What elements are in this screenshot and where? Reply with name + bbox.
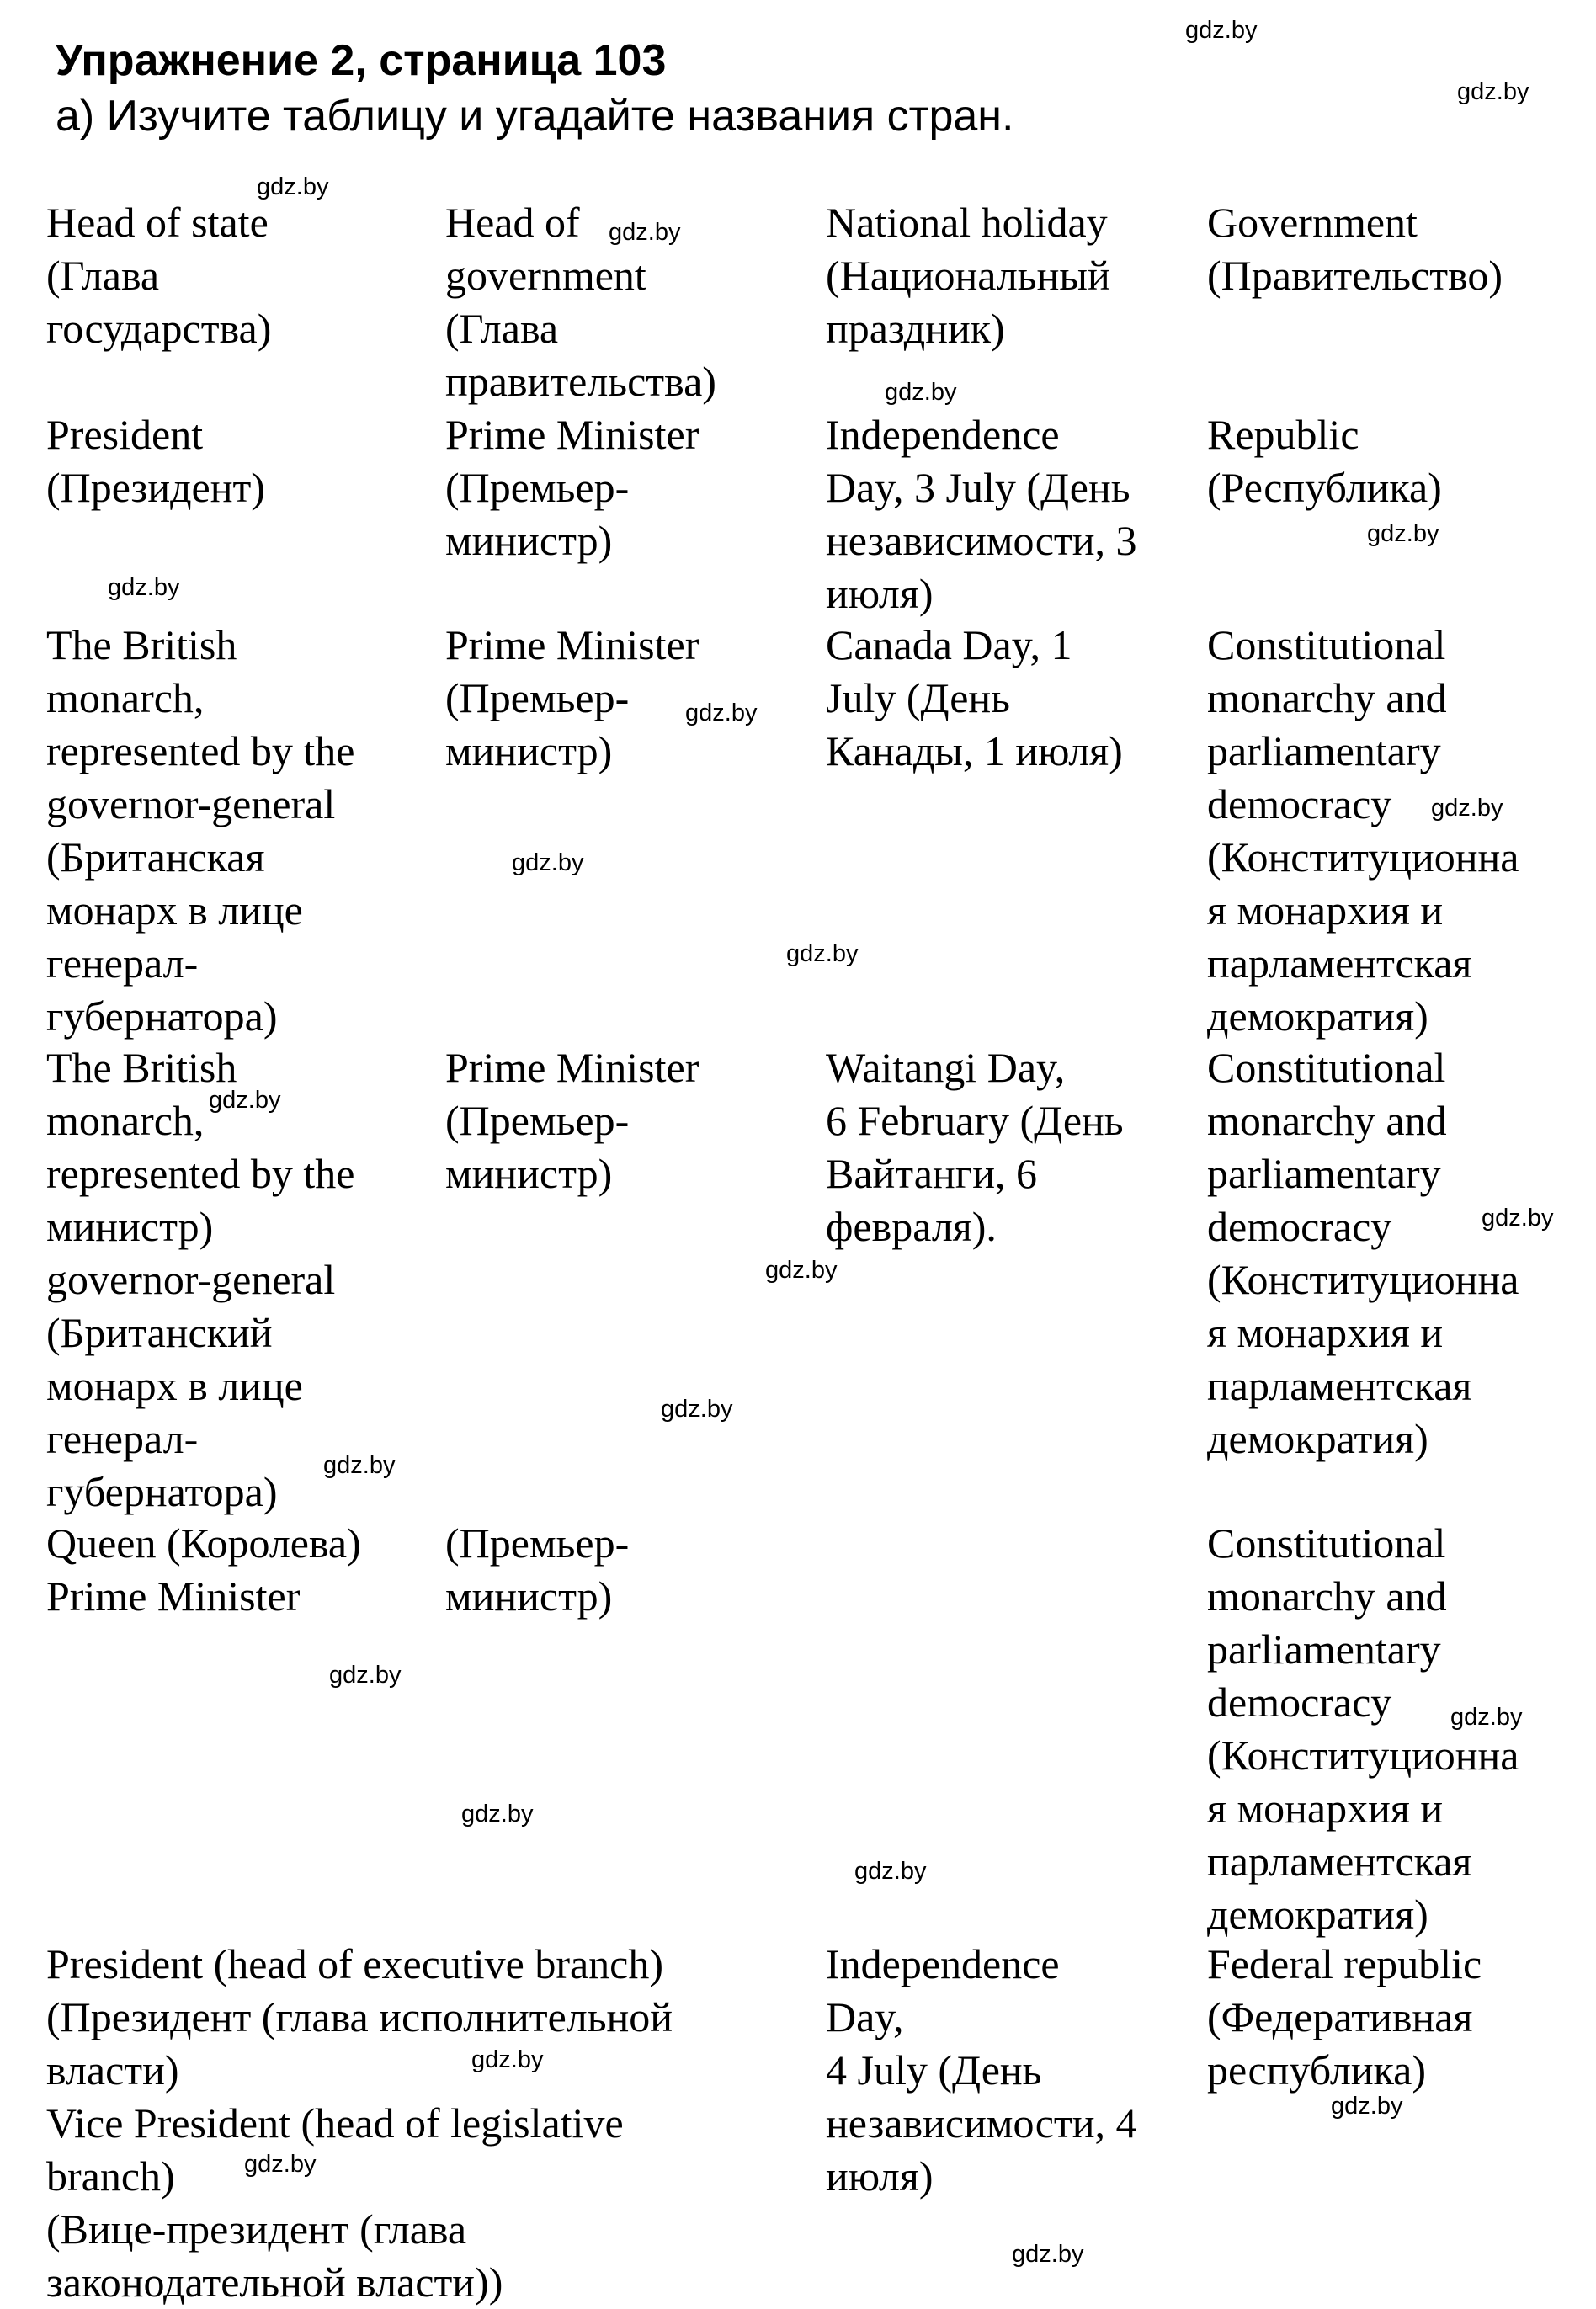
watermark: gdz.by bbox=[209, 1087, 281, 1114]
watermark: gdz.by bbox=[685, 700, 758, 726]
watermark: gdz.by bbox=[512, 849, 584, 876]
watermark: gdz.by bbox=[1482, 1205, 1554, 1232]
row3-national-holiday: Waitangi Day, 6 February (День Вайтанги, 6 февраля). bbox=[826, 1044, 1124, 1250]
watermark: gdz.by bbox=[1012, 2241, 1084, 2268]
row1-government: Republic (Республика) bbox=[1207, 411, 1442, 511]
row4-government: Constitutional monarchy and parliamentary democracy (Конституционна я монархия и парламентская демократия) bbox=[1207, 1519, 1519, 1938]
row4-head-of-state: Queen (Королева) Prime Minister bbox=[46, 1519, 361, 1620]
header-head-of-state: Head of state (Глава государства) bbox=[46, 199, 272, 352]
watermark: gdz.by bbox=[471, 2046, 544, 2073]
header-government: Government (Правительство) bbox=[1207, 199, 1503, 299]
row3-head-of-government: Prime Minister (Премьер- министр) bbox=[445, 1044, 700, 1197]
row1-head-of-government: Prime Minister (Премьер- министр) bbox=[445, 411, 700, 564]
watermark: gdz.by bbox=[1457, 78, 1530, 105]
watermark: gdz.by bbox=[786, 940, 859, 967]
watermark: gdz.by bbox=[329, 1662, 402, 1689]
watermark: gdz.by bbox=[1331, 2093, 1403, 2120]
watermark: gdz.by bbox=[854, 1858, 927, 1885]
row2-head-of-government: Prime Minister (Премьер- министр) bbox=[445, 621, 700, 774]
watermark: gdz.by bbox=[461, 1801, 534, 1828]
watermark: gdz.by bbox=[1450, 1704, 1523, 1731]
row1-national-holiday: Independence Day, 3 July (День независимости, 3 июля) bbox=[826, 411, 1137, 617]
exercise-title: Упражнение 2, страница 103 bbox=[56, 36, 667, 85]
row3-government: Constitutional monarchy and parliamentary democracy (Конституционна я монархия и парламентская демократия) bbox=[1207, 1044, 1519, 1462]
watermark: gdz.by bbox=[257, 173, 329, 200]
exercise-instruction: а) Изучите таблицу и угадайте названия стран. bbox=[56, 92, 1014, 141]
watermark: gdz.by bbox=[661, 1396, 733, 1423]
watermark: gdz.by bbox=[765, 1257, 838, 1284]
row2-head-of-state: The British monarch, represented by the governor-general (Британская монарх в лице генерал- губернатора) bbox=[46, 621, 355, 1040]
row4-head-of-government: (Премьер- министр) bbox=[445, 1519, 630, 1620]
watermark: gdz.by bbox=[323, 1452, 396, 1479]
row2-national-holiday: Canada Day, 1 July (День Канады, 1 июля) bbox=[826, 621, 1123, 774]
row5-head-of-state: President (head of executive branch) (Президент (глава исполнительной власти) Vice President (head of legislative branch) (Вице-президент (глава законодательной власти)) bbox=[46, 1940, 673, 2306]
watermark: gdz.by bbox=[609, 219, 681, 246]
watermark: gdz.by bbox=[1185, 17, 1258, 44]
row5-government: Federal republic (Федеративная республика) bbox=[1207, 1940, 1482, 2094]
row2-government: Constitutional monarchy and parliamentary democracy (Конституционна я монархия и парламентская демократия) bbox=[1207, 621, 1519, 1040]
row1-head-of-state: President (Президент) bbox=[46, 411, 265, 511]
header-national-holiday: National holiday (Национальный праздник) bbox=[826, 199, 1110, 352]
watermark: gdz.by bbox=[108, 574, 180, 601]
row5-national-holiday: Independence Day, 4 July (День независимости, 4 июля) bbox=[826, 1940, 1137, 2200]
watermark: gdz.by bbox=[885, 379, 957, 406]
header-head-of-government: Head of government (Глава правительства) bbox=[445, 199, 716, 405]
watermark: gdz.by bbox=[244, 2151, 317, 2178]
row3-head-of-state: The British monarch, represented by the министр) governor-general (Британский монарх в лице генерал- губернатора) bbox=[46, 1044, 355, 1515]
watermark: gdz.by bbox=[1367, 520, 1439, 547]
watermark: gdz.by bbox=[1431, 795, 1503, 822]
